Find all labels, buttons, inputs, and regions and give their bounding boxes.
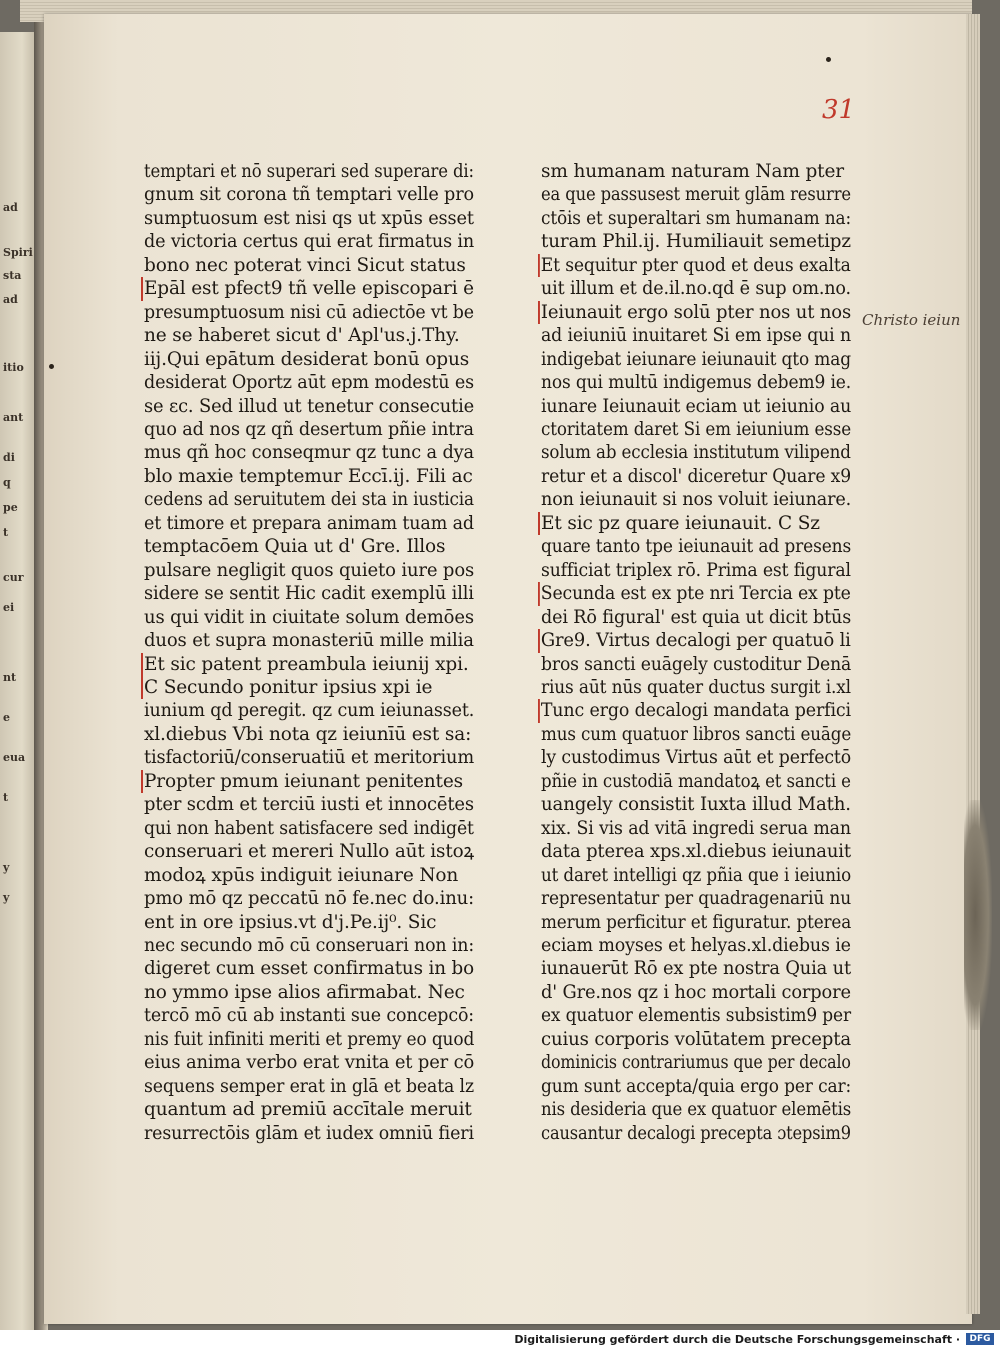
text-line: modoꝝ xpūs indiguit ieiunare Non [144, 864, 459, 886]
margin-fragment: eua [3, 751, 26, 764]
margin-fragment: pe [3, 501, 18, 514]
text-line: Ieiunauit ergo solū pter nos ut nos [538, 301, 893, 324]
text-line: nis desideria que ex quatuor elemētis [541, 1099, 852, 1121]
text-line: resurrectōis glām et iudex omniū fieri [144, 1122, 474, 1144]
text-line: de victoria certus qui erat firmatus in [144, 231, 475, 253]
text-line: nec secundo mō cū conseruari non in: [144, 934, 475, 956]
text-line: et timore et prepara animam tuam ad [144, 512, 474, 534]
margin-fragment: e [3, 711, 10, 724]
text-line: Secunda est ex pte nri Tercia ex pte [538, 582, 879, 605]
text-line: ad ieiuniū inuitaret Si em ipse qui n [541, 325, 851, 347]
margin-fragment: nt [3, 671, 17, 684]
text-line: indigebat ieiunare ieiunauit qto mag [541, 348, 851, 370]
text-line: tercō mō cū ab instanti sue concepcō: [144, 1005, 475, 1027]
text-line: dominicis contrariumus que per decalo [541, 1052, 851, 1074]
text-line: d' Gre.nos qz i hoc mortali corpore [541, 981, 851, 1003]
text-line: data pterea xps.xl.diebus ieiunauit [541, 841, 851, 863]
margin-fragment: t [3, 526, 9, 539]
text-line: Tunc ergo decalogi mandata perfici [538, 699, 882, 722]
text-line: bros sancti euāgely custoditur Denā [541, 653, 852, 675]
text-line: retur et a discol' diceretur Quare x9 [541, 465, 851, 487]
folio-number: 31 [822, 95, 856, 125]
text-line: uangely consistit Iuxta illud Math. [541, 794, 851, 816]
text-line: xix. Si vis ad vitā ingredi serua man [541, 817, 851, 839]
text-line: representatur per quadragenariū nu [541, 888, 852, 910]
text-line: conseruari et mereri Nullo aūt istoꝝ [144, 841, 474, 863]
text-column-right [541, 160, 903, 1145]
text-line: pñie in custodiā mandatoꝝ et sancti e [541, 770, 851, 792]
margin-fragment: y [3, 861, 10, 874]
text-line: dei Rō figural' est quia ut dicit btūs [541, 606, 852, 628]
text-line: Et sic patent preambula ieiunij xpi. [141, 653, 515, 676]
text-line: temptacōem Quia ut d' Gre. Illos [144, 536, 446, 558]
text-line: ea que passusest meruit glām resurre [541, 184, 851, 206]
text-line: gum sunt accepta/quia ergo per car: [541, 1075, 852, 1097]
text-line: no ymmo ipse alios afirmabat. Nec [144, 981, 465, 1003]
text-line: cuius corporis volūtatem precepta [541, 1028, 851, 1050]
margin-fragment: ant [3, 411, 24, 424]
margin-fragment: cur [3, 571, 24, 584]
funding-credit: Digitalisierung gefördert durch die Deutsche Forschungsgemeinschaft · [514, 1333, 960, 1346]
margin-fragment: t [3, 791, 9, 804]
text-line: us qui vidit in ciuitate solum demōes [144, 606, 474, 628]
text-line: mus cum quatuor libros sancti euāge [541, 723, 852, 745]
text-line: bono nec poterat vinci Sicut status [144, 254, 466, 276]
text-line: rius aūt nūs quater ductus surgit i.xl [541, 676, 851, 698]
text-line: gnum sit corona tñ temptari velle pro [144, 184, 474, 206]
text-line: quare tanto tpe ieiunauit ad presens [541, 536, 852, 558]
text-line: sequens semper erat in glā et beata lz [144, 1075, 474, 1097]
margin-fragment: ad [3, 293, 18, 306]
text-line: se ɛc. Sed illud ut tenetur consecutie [144, 395, 475, 417]
text-line: ctoritatem daret Si em ieiunium esse [541, 418, 851, 440]
text-line: iij.Qui epātum desiderat bonū opus [144, 348, 470, 370]
text-line: nis fuit infiniti meriti et premy eo quod [144, 1028, 475, 1050]
text-line: ent in ore ipsius.vt d'j.Pe.ij⁰. Sic [144, 911, 437, 933]
text-line: Et sequitur pter quod et deus exalta [538, 254, 876, 277]
text-line: sidere se sentit Hic cadit exemplū illi [144, 583, 474, 605]
text-line: causantur decalogi precepta ɔtepsim9 [541, 1122, 851, 1144]
text-line: pulsare negligit quos quieto iure pos [144, 559, 475, 581]
margin-fragment: di [3, 451, 15, 464]
text-line: C Secundo ponitur ipsius xpi ie [141, 676, 515, 699]
text-line: pter scdm et terciū iusti et innocētes [144, 794, 474, 816]
text-line: mus qñ hoc conseqmur qz tunc a dya [144, 442, 475, 464]
text-line: desiderat Oportz aūt epm modestū es [144, 372, 474, 394]
text-column-left [144, 160, 515, 1145]
margin-fragment: ad [3, 201, 18, 214]
text-line: ne se haberet sicut d' Apl'us.j.Thy. [144, 325, 460, 347]
dfg-logo: DFG [966, 1333, 994, 1345]
text-line: eciam moyses et helyas.xl.diebus ie [541, 934, 851, 956]
text-line: turam Phil.ij. Humiliauit semetipz [541, 231, 851, 253]
text-line: qui non habent satisfacere sed indigēt [144, 817, 474, 839]
page-stack-right-edge [966, 14, 980, 1314]
margin-fragment: y [3, 891, 10, 904]
text-line: digeret cum esset confirmatus in bo [144, 958, 474, 980]
text-line: Propter pmum ieiunant penitentes [141, 770, 515, 793]
text-line: iunare Ieiunauit eciam ut ieiunio au [541, 395, 852, 417]
margin-fragment: itio [3, 361, 24, 374]
text-line: ly custodimus Virtus aūt et perfectō [541, 747, 851, 769]
text-line: presumptuosum nisi cū adiectōe vt be [144, 301, 474, 323]
text-line: iunauerūt Rō ex pte nostra Quia ut [541, 958, 852, 980]
text-line: Epāl est pfect9 tñ velle episcopari ē [141, 277, 514, 300]
text-line: Gre9. Virtus decalogi per quatuō li [538, 629, 891, 652]
text-line: temptari et nō superari sed superare di: [144, 161, 474, 182]
text-line: quantum ad premiū accītale meruit [144, 1099, 472, 1121]
page-stain [964, 800, 992, 1030]
ink-dot [826, 57, 831, 62]
margin-fragment: sta [3, 269, 22, 282]
text-line: duos et supra monasteriū mille milia [144, 630, 474, 652]
text-line: tisfactoriū/conseruatiū et meritorium [144, 747, 475, 769]
text-line: ut daret intelligi qz pñia que i ieiunio [541, 864, 852, 886]
text-line: eius anima verbo erat vnita et per cō [144, 1052, 475, 1074]
marginal-annotation: Christo ieiun [862, 311, 961, 329]
text-line: ex quatuor elementis subsistim9 per [541, 1005, 851, 1027]
text-line: ctōis et superaltari sm humanam na: [541, 207, 852, 229]
text-line: merum perficitur et figuratur. pterea [541, 911, 852, 933]
margin-fragment: q [3, 476, 11, 489]
text-line: iunium qd peregit. qz cum ieiunasset. [144, 700, 475, 722]
margin-fragment: ei [3, 601, 15, 614]
text-line: Et sic pz quare ieiunauit. C Sz [538, 512, 903, 535]
text-line: uit illum et de.il.no.qd ē sup om.no. [541, 278, 851, 300]
text-line: cedens ad seruitutem dei sta in iusticia [144, 489, 474, 511]
text-line: xl.diebus Vbi nota qz ieiunīū est sa: [144, 723, 472, 745]
text-line: solum ab ecclesia institutum vilipend [541, 442, 851, 464]
text-line: non ieiunauit si nos voluit ieiunare. [541, 489, 852, 511]
text-line: pmo mō qz peccatū nō fe.nec do.inu: [144, 888, 475, 910]
text-line: blo maxie temptemur Eccī.ij. Fili ac [144, 465, 473, 487]
text-line: quo ad nos qz qñ desertum pñie intra [144, 418, 474, 440]
ink-dot [49, 364, 54, 369]
text-line: sumptuosum est nisi qs ut xpūs esset [144, 207, 474, 229]
text-line: sm humanam naturam Nam pter [541, 161, 844, 182]
text-line: nos qui multū indigemus debem9 ie. [541, 372, 852, 394]
margin-fragment: Spiri [3, 246, 33, 259]
text-line: sufficiat triplex rō. Prima est figural [541, 559, 851, 581]
